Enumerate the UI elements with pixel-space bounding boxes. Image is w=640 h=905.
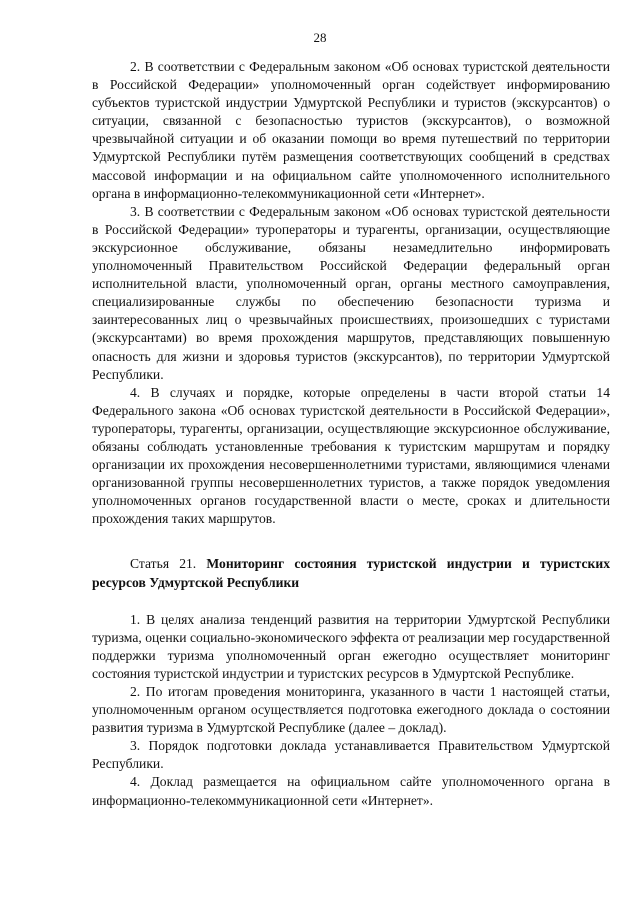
paragraph-4: 4. В случаях и порядке, которые определены в части второй статьи 14 Федерального закона «Об основах туристской деятельности в Российской Федерации», туроператоры, турагенты, организации, осуществляющие экскурсионное обслуживание, обязаны соблюдать установленные требования к туристским маршрутам и порядку организации их прохождения несовершеннолетними туристами, являющимися членами организованной группы несовершеннолетних туристов, а также порядок уведомления уполномоченных органов государственной власти о месте, сроках и длительности прохождения таких маршрутов.: [92, 384, 610, 527]
paragraph-3: 3. В соответствии с Федеральным законом «Об основах туристской деятельности в Российской Федерации» туроператоры и турагенты, организации, осуществляющие экскурсионное обслуживание, обязаны незамедлительно информировать уполномоченный Правительством Российской Федерации федеральный орган исполнительной власти, уполномоченный орган, органы местного самоуправления, специализированные службы по обеспечению безопасности туризма и заинтересованных лиц о чрезвычайных происшествиях, произошедших с туристами (экскурсантами) во время прохождения маршрутов, представляющих повышенную опасность для жизни и здоровья туристов (экскурсантов), по территории Удмуртской Республики.: [92, 203, 610, 382]
paragraph-2: 2. В соответствии с Федеральным законом «Об основах туристской деятельности в Российской Федерации» уполномоченный орган содействует информированию субъектов туристской индустрии Удмуртской Республики и туристов (экскурсантов) о ситуации, связанной с безопасностью туристов (экскурсантов), о возможной чрезвычайной ситуации и об оказании помощи во время путешествий по территории Удмуртской Республики путём размещения соответствующих сообщений в средствах массовой информации и на официальном сайте уполномоченного исполнительного органа в информационно-телекоммуникационной сети «Интернет».: [92, 59, 610, 201]
page-number: 28: [313, 30, 327, 45]
article-number: Статья 21.: [130, 556, 197, 572]
article-paragraph-3: 3. Порядок подготовки доклада устанавливается Правительством Удмуртской Республики.: [92, 738, 610, 772]
article-paragraph-1: 1. В целях анализа тенденций развития на территории Удмуртской Республики туризма, оценки социально-экономического эффекта от реализации мер государственной поддержки туризма уполномоченный орган ежегодно осуществляет мониторинг состояния туристской индустрии и туристских ресурсов в Удмуртской Республике.: [92, 611, 610, 681]
article-paragraph-4: 4. Доклад размещается на официальном сайте уполномоченного органа в информационно-телекоммуникационной сети «Интернет».: [92, 774, 610, 808]
article-title: Мониторинг состояния туристской индустрии и туристских ресурсов Удмуртской Республики: [92, 556, 610, 590]
document-body: [92, 58, 610, 810]
article-heading: [92, 555, 610, 591]
article-paragraph-2: 2. По итогам проведения мониторинга, указанного в части 1 настоящей статьи, уполномоченным органом осуществляется подготовка ежегодного доклада о состоянии развития туризма в Удмуртской Республике (далее – доклад).: [92, 684, 610, 736]
